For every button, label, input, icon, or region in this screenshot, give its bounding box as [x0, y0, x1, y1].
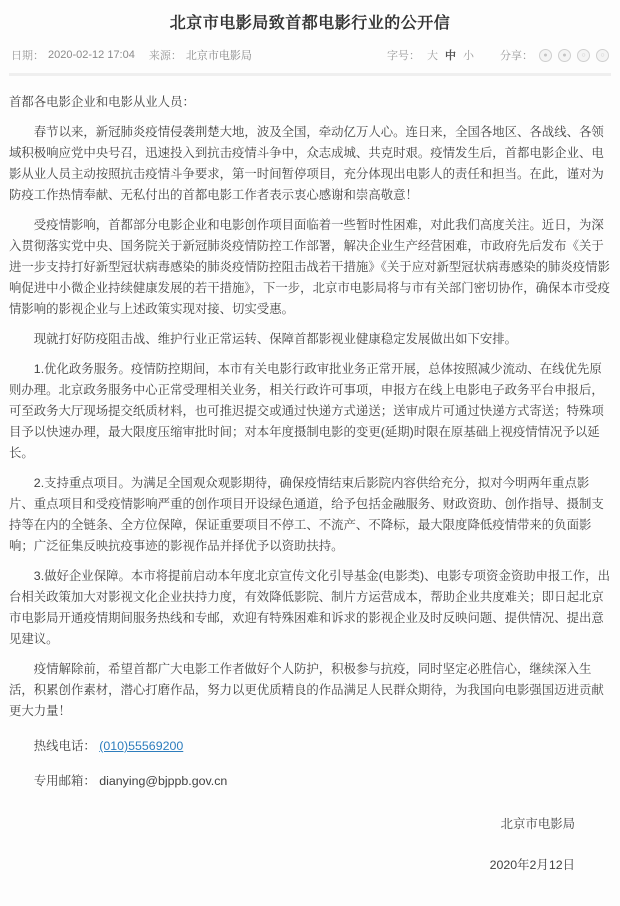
paragraph: 春节以来，新冠肺炎疫情侵袭荆楚大地，波及全国，牵动亿万人心。连日来，全国各地区、各战线、各领域积极响应党中央号召，迅速投入到抗击疫情斗争中，众志成城、共克时艰。疫情发生后，首都电影企业、电影从业人员主动按照抗击疫情斗争要求，第一时间暂停项目，充分体现出电影人的责任和担当。在此，谨对为防疫工作热情奉献、无私付出的首都电影工作者表示衷心感谢和崇高敬意！	[9, 125, 604, 202]
source-label: 来源：	[148, 50, 182, 62]
paragraph: 现就打好防疫阻击战、维护行业正常运转、保障首都影视业健康稳定发展做出如下安排。	[33, 332, 518, 346]
fontsize-medium-button[interactable]: 中	[445, 50, 456, 62]
meta-bar	[9, 43, 611, 73]
signature-block	[9, 814, 611, 876]
fontsize-control	[387, 47, 474, 63]
share-label: 分享：	[500, 50, 533, 62]
date-label: 日期：	[11, 50, 44, 62]
paragraph-item-1: 1.优化政务服务。疫情防控期间，本市有关电影行政审批业务正常开展，总体按照减少流动、在线优先原则办理。北京政务服务中心正常受理相关业务，相关行政许可事项，申报方在线上电影电子政务平台申报后，可至政务大厅现场提交纸质材料，也可推迟提交或通过快递方式递送；送审成片可通过快递方式寄送；特殊项目予以快速办理，最大限度压缩审批时间；对本年度摄制电影的变更(延期)时限在原基础上视疫情情况予以延长。	[9, 362, 604, 460]
weibo-share-icon[interactable]: ●	[558, 49, 571, 62]
paragraph-item-2: 2.支持重点项目。为满足全国观众观影期待，确保疫情结束后影院内容供给充分，拟对今明两年重点影片、重点项目和受疫情影响严重的创作项目开设绿色通道，给予包括金融服务、财政资助、创作指导、摄制支持等在内的全链条、全方位保障，保证重要项目不停工、不流产、不降标，最大限度降低疫情带来的负面影响；广泛征集反映抗疫事迹的影视作品并择优予以资助扶持。	[9, 476, 604, 553]
letter-body	[9, 92, 611, 876]
meta-right	[387, 47, 609, 63]
paragraph-closing: 疫情解除前，希望首都广大电影工作者做好个人防护，积极参与抗疫，同时坚定必胜信心，继续深入生活，积累创作素材，潜心打磨作品，努力以更优质精良的作品满足人民群众期待，为我国向电影强国迈进贡献更大力量！	[9, 662, 604, 718]
hotline-line	[9, 736, 611, 757]
salutation: 首都各电影企业和电影从业人员：	[9, 95, 195, 109]
hotline-label: 热线电话：	[33, 739, 96, 753]
email-value: dianying@bjppb.gov.cn	[99, 774, 228, 788]
email-label: 专用邮箱：	[33, 774, 96, 788]
hotline-phone-link[interactable]: (010)55569200	[99, 739, 184, 753]
source-value: 北京市电影局	[185, 50, 252, 62]
meta-left	[11, 47, 262, 63]
fontsize-large-button[interactable]: 大	[427, 50, 438, 62]
signature-org: 北京市电影局	[500, 817, 575, 831]
wechat-share-icon[interactable]: ●	[539, 49, 552, 62]
signature-date: 2020年2月12日	[489, 858, 575, 872]
more-share-icon[interactable]: ○	[596, 49, 609, 62]
qzone-share-icon[interactable]: ○	[577, 49, 590, 62]
fontsize-label: 字号：	[387, 50, 420, 62]
header-divider	[9, 73, 611, 76]
fontsize-small-button[interactable]: 小	[463, 50, 474, 62]
page-title: 北京市电影局致首都电影行业的公开信	[169, 15, 451, 32]
paragraph-item-3: 3.做好企业保障。本市将提前启动本年度北京宣传文化引导基金(电影类)、电影专项资金资助申报工作，出台相关政策加大对影视文化企业扶持力度，有效降低影院、制片方运营成本，帮助企业共度难关；即日起北京市电影局开通疫情期间服务热线和专邮，欢迎有特殊困难和诉求的影视企业及时反映问题、提供情况、提出意见建议。	[9, 569, 610, 646]
date-value: 2020-02-12 17:04	[48, 49, 135, 61]
share-control	[500, 47, 609, 63]
email-line	[9, 771, 611, 792]
paragraph: 受疫情影响，首都部分电影企业和电影创作项目面临着一些暂时性困难，对此我们高度关注。近日，为深入贯彻落实党中央、国务院关于新冠肺炎疫情防控工作部署，解决企业生产经营困难，市政府先后发布《关于进一步支持打好新型冠状病毒感染的肺炎疫情防控阻击战若干措施》《关于应对新型冠状病毒感染的肺炎疫情影响促进中小微企业持续健康发展的若干措施》，下一步，北京市电影局将与市有关部门密切协作，确保本市受疫情影响的影视企业与上述政策实现对接、切实受惠。	[9, 218, 610, 316]
